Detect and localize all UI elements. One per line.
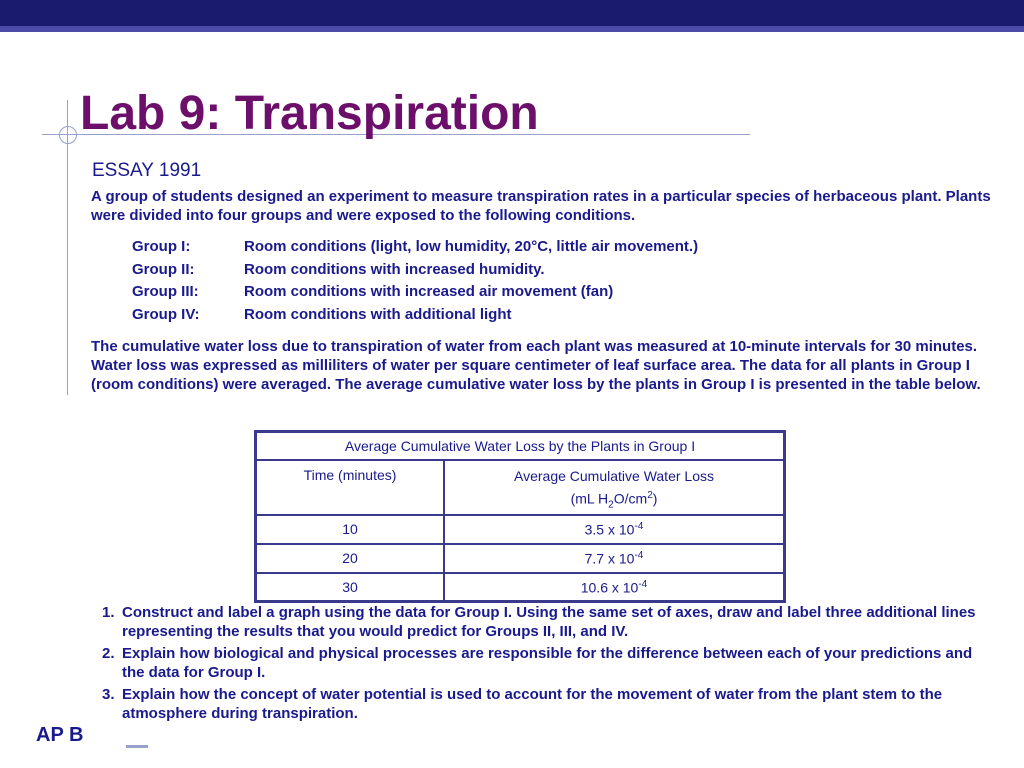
- table-caption: Average Cumulative Water Loss by the Plants in Group I: [256, 432, 785, 460]
- loss-cell: [444, 544, 785, 573]
- decor-vertical-line: [67, 100, 68, 395]
- header-unit-part: (mL H: [570, 490, 609, 507]
- header-time: Time (minutes): [256, 460, 445, 515]
- group-condition: Room conditions (light, low humidity, 20°C, little air movement.): [244, 238, 699, 255]
- time-cell: 20: [256, 544, 445, 573]
- essay-subtitle: ESSAY 1991: [92, 160, 202, 181]
- time-cell: 10: [256, 515, 445, 544]
- table-row: [256, 544, 785, 573]
- question-text: Construct and label a graph using the data for Group I. Using the same set of axes, draw and label three additional lines representing the results that you would predict for Groups II, III, and IV.: [122, 604, 976, 640]
- group-name: Group II:: [132, 260, 195, 278]
- time-cell: 30: [256, 573, 445, 602]
- group-row: [132, 236, 698, 259]
- loss-value: 3.5 x 10: [584, 521, 635, 538]
- loss-value: 7.7 x 10: [584, 550, 635, 567]
- loss-exponent: -4: [638, 578, 648, 590]
- group-condition: Room conditions with increased air movement (fan): [244, 283, 614, 300]
- table-header-row: [256, 460, 785, 515]
- question-item: [102, 644, 982, 682]
- question-list: [102, 603, 982, 726]
- header-unit-subscript: 2: [608, 498, 614, 510]
- loss-cell: [444, 573, 785, 602]
- group-list: [132, 236, 698, 326]
- group-row: [132, 304, 698, 327]
- table-row: [256, 515, 785, 544]
- loss-value: 10.6 x 10: [580, 579, 639, 596]
- table-row: [256, 573, 785, 602]
- loss-exponent: -4: [634, 550, 644, 562]
- group-condition: Room conditions with increased humidity.: [244, 260, 545, 278]
- loss-exponent: -4: [634, 521, 644, 533]
- slide-title: Lab 9: Transpiration: [80, 87, 539, 140]
- loss-cell: [444, 515, 785, 544]
- header-water-loss: [444, 460, 785, 515]
- top-banner: [0, 0, 1024, 26]
- group-name: Group I:: [132, 238, 191, 255]
- intro-paragraph: A group of students designed an experiment to measure transpiration rates in a particular species of herbaceous plant. Plants were divided into four groups and were exposed to the following conditions.: [91, 188, 991, 224]
- method-paragraph: The cumulative water loss due to transpiration of water from each plant was measured at 10-minute intervals for 30 minutes. Water loss was expressed as milliliters of water per square centimeter of leaf surface area. The data for all plants in Group I (room conditions) were averaged. The average cumulative water loss by the plants in Group I is presented in the table below.: [91, 338, 981, 393]
- group-row: [132, 281, 698, 304]
- decor-footer-bar: [126, 745, 148, 748]
- group-name: Group III:: [132, 283, 199, 300]
- question-text: Explain how biological and physical processes are responsible for the difference between each of your predictions and the data for Group I.: [122, 645, 973, 681]
- question-text: Explain how the concept of water potential is used to account for the movement of water from the plant stem to the atmosphere during transpiration.: [122, 686, 943, 722]
- table-caption-row: [256, 432, 785, 460]
- group-name: Group IV:: [132, 305, 200, 323]
- water-loss-table: [254, 430, 786, 603]
- header-unit-superscript: 2: [647, 489, 653, 501]
- decor-crosshair-circle: [59, 126, 77, 144]
- group-row: [132, 259, 698, 282]
- header-water-loss-title: Average Cumulative Water Loss: [514, 467, 714, 484]
- question-item: [102, 603, 982, 641]
- top-banner-stripe: [0, 26, 1024, 32]
- group-condition: Room conditions with additional light: [244, 305, 512, 323]
- header-unit-part: O/cm: [613, 490, 648, 507]
- footer-label: AP B: [36, 724, 84, 746]
- question-number: 3.: [102, 686, 115, 703]
- question-number: 2.: [102, 645, 115, 662]
- header-unit-part: ): [652, 490, 658, 507]
- question-item: [102, 685, 982, 723]
- question-number: 1.: [102, 604, 115, 621]
